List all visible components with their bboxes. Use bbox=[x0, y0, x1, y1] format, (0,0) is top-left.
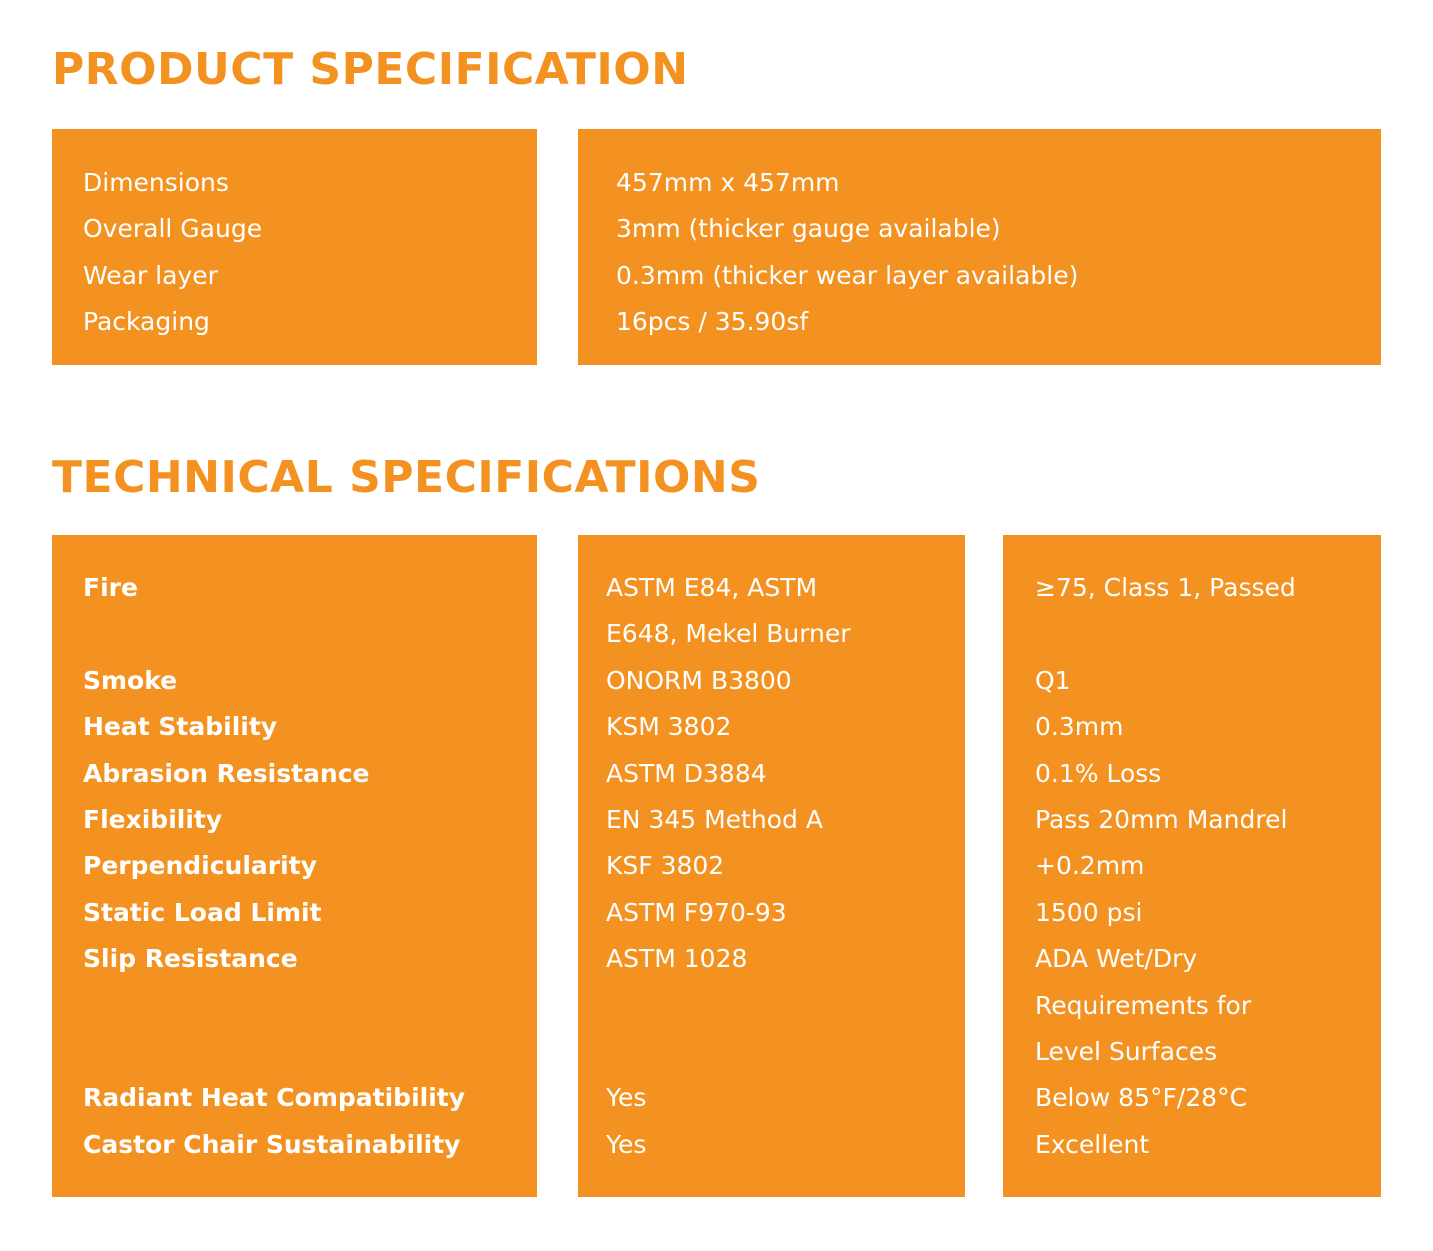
tech-result-static-load-limit: 1500 psi bbox=[1035, 897, 1143, 927]
tech-label-smoke: Smoke bbox=[83, 665, 178, 695]
product-value-wear-layer: 0.3mm (thicker wear layer available) bbox=[616, 260, 1079, 290]
product-label-dimensions: Dimensions bbox=[83, 168, 229, 197]
product-specification-heading: PRODUCT SPECIFICATION bbox=[52, 44, 689, 95]
tech-standard-abrasion-resistance: ASTM D3884 bbox=[606, 758, 767, 788]
tech-standard-blank bbox=[606, 1029, 851, 1075]
product-label-wear-layer: Wear layer bbox=[83, 260, 218, 290]
technical-labels-list bbox=[83, 565, 465, 1168]
tech-label-blank bbox=[83, 611, 465, 657]
technical-results-list bbox=[1035, 565, 1296, 1168]
tech-result-slip-resistance-2: Requirements for bbox=[1035, 990, 1252, 1020]
tech-result-heat-stability: 0.3mm bbox=[1035, 712, 1124, 742]
technical-standards-panel bbox=[578, 535, 965, 1197]
tech-standard-fire-1: ASTM E84, ASTM bbox=[606, 573, 818, 602]
tech-label-blank bbox=[83, 1029, 465, 1075]
tech-label-slip-resistance: Slip Resistance bbox=[83, 944, 298, 974]
tech-label-perpendicularity: Perpendicularity bbox=[83, 851, 317, 881]
technical-labels-panel bbox=[52, 535, 537, 1197]
tech-label-fire: Fire bbox=[83, 573, 138, 602]
tech-standard-heat-stability: KSM 3802 bbox=[606, 712, 732, 742]
technical-standards-list bbox=[606, 565, 851, 1168]
tech-result-castor-chair: Excellent bbox=[1035, 1129, 1150, 1159]
product-label-packaging: Packaging bbox=[83, 307, 210, 337]
technical-specifications-heading: TECHNICAL SPECIFICATIONS bbox=[52, 452, 761, 503]
tech-standard-castor-chair: Yes bbox=[606, 1129, 647, 1159]
tech-label-heat-stability: Heat Stability bbox=[83, 712, 278, 742]
tech-label-blank bbox=[83, 983, 465, 1029]
tech-standard-blank bbox=[606, 983, 851, 1029]
tech-label-abrasion-resistance: Abrasion Resistance bbox=[83, 758, 370, 788]
product-value-packaging: 16pcs / 35.90sf bbox=[616, 307, 809, 337]
tech-label-flexibility: Flexibility bbox=[83, 804, 223, 834]
product-value-dimensions: 457mm x 457mm bbox=[616, 168, 840, 197]
tech-standard-slip-resistance: ASTM 1028 bbox=[606, 944, 748, 974]
tech-label-static-load-limit: Static Load Limit bbox=[83, 897, 322, 927]
tech-result-fire: ≥75, Class 1, Passed bbox=[1035, 573, 1296, 602]
tech-result-slip-resistance-1: ADA Wet/Dry bbox=[1035, 944, 1198, 974]
tech-standard-smoke: ONORM B3800 bbox=[606, 665, 792, 695]
tech-result-perpendicularity: +0.2mm bbox=[1035, 851, 1145, 881]
tech-standard-fire-2: E648, Mekel Burner bbox=[606, 619, 851, 649]
tech-label-castor-chair-sustainability: Castor Chair Sustainability bbox=[83, 1129, 461, 1159]
product-values-panel bbox=[578, 129, 1381, 365]
tech-result-radiant-heat: Below 85°F/28°C bbox=[1035, 1083, 1248, 1113]
product-labels-panel bbox=[52, 129, 537, 365]
product-value-overall-gauge: 3mm (thicker gauge available) bbox=[616, 214, 1001, 244]
tech-standard-flexibility: EN 345 Method A bbox=[606, 804, 823, 834]
tech-result-slip-resistance-3: Level Surfaces bbox=[1035, 1036, 1218, 1066]
tech-result-smoke: Q1 bbox=[1035, 665, 1071, 695]
tech-standard-static-load-limit: ASTM F970-93 bbox=[606, 897, 787, 927]
product-labels-list bbox=[83, 160, 262, 346]
technical-results-panel bbox=[1003, 535, 1381, 1197]
tech-result-abrasion-resistance: 0.1% Loss bbox=[1035, 758, 1162, 788]
tech-label-radiant-heat-compatibility: Radiant Heat Compatibility bbox=[83, 1083, 466, 1113]
product-label-overall-gauge: Overall Gauge bbox=[83, 214, 263, 244]
tech-standard-perpendicularity: KSF 3802 bbox=[606, 851, 725, 881]
tech-standard-radiant-heat: Yes bbox=[606, 1083, 647, 1113]
tech-result-blank bbox=[1035, 611, 1296, 657]
product-values-list bbox=[616, 160, 1078, 346]
tech-result-flexibility: Pass 20mm Mandrel bbox=[1035, 804, 1288, 834]
